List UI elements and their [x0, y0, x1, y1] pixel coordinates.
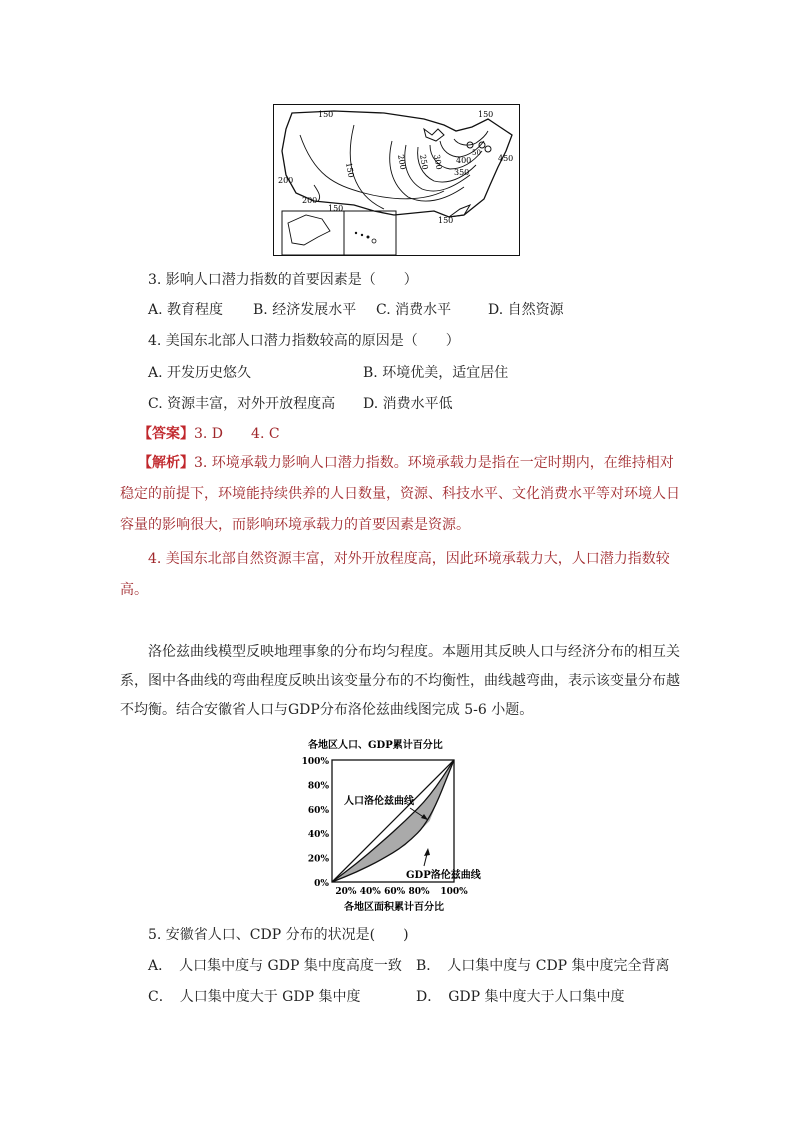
lorenz-chart-svg — [300, 738, 500, 914]
usa-map-svg — [274, 105, 519, 255]
contour-label: 200 — [302, 196, 318, 205]
contour-label: 350 — [454, 168, 470, 177]
contour-label: 450 — [498, 154, 514, 163]
y-tick-label: 60% — [307, 805, 329, 816]
question-5-option-d: D． GDP 集中度大于人口集中度 — [416, 989, 625, 1005]
x-tick-label: 80% — [408, 887, 430, 897]
contour-label: 300 — [432, 153, 444, 171]
y-tick-label: 20% — [307, 854, 329, 865]
analysis-paragraph-2: 4. 美国东北部自然资源丰富，对外开放程度高，因此环境承载力大，人口潜力指数较高。 — [120, 551, 670, 598]
question-4-option-a: A. 开发历史悠久 — [148, 365, 252, 381]
lorenz-intro-paragraph: 洛伦兹曲线模型反映地理事象的分布均匀程度。本题用其反映人口与经济分布的相互关系，图中各曲线的弯曲程度反映出该变量分布的不均衡性，曲线越弯曲，表示该变量分布越不均衡。结合安徽省人口与GDP分布洛伦兹曲线图完成 5-6 小题。 — [120, 644, 680, 718]
question-5-option-c: C． 人口集中度大于 GDP 集中度 — [148, 989, 361, 1005]
contour-label: 50 — [472, 149, 481, 157]
question-5-stem: 5. 安徽省人口、CDP 分布的状况是( ) — [148, 927, 409, 943]
great-lakes — [424, 129, 444, 141]
question-3-option-c: C. 消费水平 — [376, 302, 452, 318]
y-tick-label: 80% — [307, 781, 329, 792]
y-axis-ticks — [302, 757, 330, 889]
series-label-gdp: GDP洛伦兹曲线 — [406, 870, 481, 881]
contour-label: 150 — [438, 216, 454, 225]
alaska-inset — [282, 211, 344, 255]
isoline-200 — [390, 141, 464, 201]
question-4-option-d: D. 消费水平低 — [363, 396, 453, 412]
peak-marker-3 — [485, 146, 491, 152]
contour-label: 150 — [318, 110, 334, 119]
y-tick-label: 40% — [307, 830, 329, 841]
answer-label: 【答案】 — [138, 426, 194, 442]
question-4-option-b: B. 环境优美，适宜居住 — [363, 365, 509, 381]
question-3-stem: 3. 影响人口潜力指数的首要因素是（ ） — [148, 272, 418, 288]
lorenz-chart — [300, 738, 500, 914]
series-label-population: 人口洛伦兹曲线 — [344, 796, 414, 807]
equality-line — [332, 760, 454, 882]
x-tick-label: 100% — [440, 887, 468, 897]
x-tick-label: 20% — [335, 887, 357, 897]
x-tick-label: 60% — [384, 887, 406, 897]
usa-isoline-map — [273, 104, 520, 256]
contour-label: 400 — [456, 156, 472, 165]
question-4-stem: 4. 美国东北部人口潜力指数较高的原因是（ ） — [148, 333, 460, 349]
contour-label: 250 — [418, 153, 430, 171]
chart-title: 各地区人口、GDP累计百分比 — [308, 740, 443, 751]
contour-label: 200 — [278, 176, 294, 185]
y-tick-label: 100% — [301, 757, 329, 767]
gdp-arrow-head — [424, 848, 430, 856]
question-3-option-d: D. 自然资源 — [488, 302, 564, 318]
contour-label: 150 — [478, 110, 494, 119]
analysis-paragraph-1 — [120, 448, 680, 541]
question-5-option-a: A． 人口集中度与 GDP 集中度高度一致 — [148, 958, 402, 974]
question-3-option-a: A. 教育程度 — [148, 302, 224, 318]
contour-label: 200 — [396, 153, 408, 171]
contour-label: 150 — [328, 204, 344, 213]
contour-label: 150 — [344, 161, 356, 179]
analysis-label: 【解析】 — [138, 455, 194, 471]
question-3-option-b: B. 经济发展水平 — [253, 302, 357, 318]
answer-text: 3. D 4. C — [194, 426, 280, 442]
alaska-outline — [288, 215, 330, 245]
question-4-option-c: C. 资源丰富，对外开放程度高 — [148, 396, 336, 412]
x-axis-label: 各地区面积累计百分比 — [344, 902, 444, 913]
hawaii-inset — [344, 211, 396, 255]
x-tick-label: 40% — [359, 887, 381, 897]
answer-line — [138, 424, 280, 444]
question-5-option-b: B． 人口集中度与 CDP 集中度完全背离 — [416, 958, 670, 974]
y-tick-label: 0% — [314, 879, 329, 889]
analysis-text-1: 3. 环境承载力影响人口潜力指数。环境承载力是指在一定时期内，在维持相对稳定的前提下，环境能持续供养的人日数量，资源、科技水平、文化消费水平等对环境人日容量的影响很大，而影响环境承载力的首要因素是资源。 — [120, 455, 680, 533]
x-axis-ticks — [335, 887, 468, 897]
